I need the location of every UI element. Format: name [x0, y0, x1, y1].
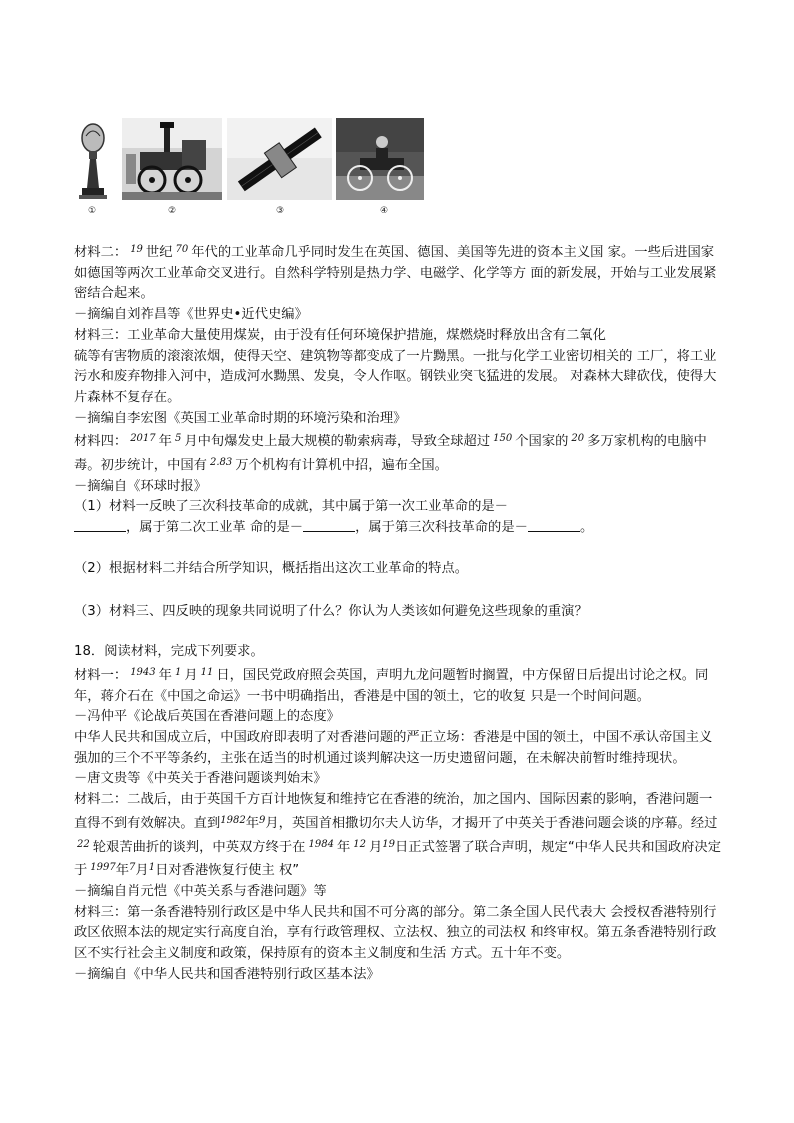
answer-blank-2[interactable] — [303, 519, 355, 532]
number: 1943 — [130, 666, 156, 678]
s17-material-3-line1: 材料三：工业革命大量使用煤炭，由于没有任何环境保护措施，煤燃烧时释放出含有二氧化 — [74, 327, 606, 343]
text: 年 — [158, 434, 172, 450]
text: 月 — [184, 667, 198, 683]
number: 70 — [175, 244, 189, 255]
satellite-image — [227, 118, 332, 200]
text: 年代的工业革命几乎同时发生在英国、德国、美国等先进的资本主义国 家。一些后进国家如德国等两次工业革命交叉进行。自然科学特别是热力学、电磁学、化学等方 面的新发展，开始与工业发展紧密结合起来。 — [74, 245, 717, 302]
text: 月 — [368, 839, 383, 855]
s18-material-1-source: －冯仲平《论战后英国在香港问题上的态度》 — [74, 709, 340, 725]
text: 日对香港恢复行使主 权” — [155, 863, 300, 879]
s17-question-3: （3）材料三、四反映的现象共同说明了什么？你认为人类该如何避免这些现象的重演？ — [74, 603, 588, 619]
text: 个国家的 — [515, 434, 569, 450]
text: 材料二： — [74, 245, 128, 260]
s17-material-4-source: －摘编自《环球时报》 — [74, 478, 207, 494]
s18-material-3: 材料三：第一条香港特别行政区是中华人民共和国不可分离的部分。第二条全国人民代表大 会授权香港特别行政区依照本法的规定实行高度自治，享有行政管理权、立法权、独立的司法权 和终审权。第五条香港特别行政区不实行社会主义制度和政策，保持原有的资本主义制度和生活 方式。五十年不变。 — [74, 904, 717, 962]
answer-blank-1[interactable] — [74, 519, 126, 532]
number: 1982 — [220, 814, 246, 826]
automobile-image — [336, 118, 424, 200]
text: 。 — [579, 520, 594, 536]
text: 月中旬爆发史上最大规模的勒索病毒，导致全球超过 — [184, 434, 491, 450]
light-bulb-image — [74, 118, 112, 200]
s18-material-1-para2-source: －唐文贵等《中英关于香港问题谈判始末》 — [74, 771, 327, 787]
number: 1984 — [308, 838, 334, 850]
text: 年 — [115, 863, 130, 879]
s17-material-3-source: －摘编自李宏图《英国工业革命时期的环境污染和治理》 — [74, 410, 407, 426]
text: 材料四： — [74, 434, 128, 450]
s18-material-2-source: －摘编自肖元恺《中英关系与香港问题》等 — [74, 883, 327, 899]
number: 12 — [353, 838, 366, 850]
number: 5 — [174, 433, 182, 445]
caption-3: ③ — [276, 206, 285, 216]
text: ，属于第二次工业革 命的是－ — [126, 520, 304, 536]
text: 世纪 — [145, 245, 173, 260]
s17-material-3-rest: 硫等有害物质的滚滚浓烟，使得天空、建筑物等都变成了一片黝黑。一批与化学工业密切相关的 工厂，将工业污水和废弃物排入河中，造成河水黝黑、发臭，令人作呕。钢铁业突飞猛进的发展。 对森林大肆砍伐，使得大片森林不复存在。 — [74, 348, 717, 405]
text: 万个机构有计算机中招，遍布全国。 — [235, 458, 448, 474]
number: 2017 — [130, 433, 156, 445]
s17-material-2-source: －摘编自刘祚昌等《世界史•近代史编》 — [74, 307, 308, 323]
locomotive-image — [122, 118, 222, 200]
text: （1）材料一反映了三次科技革命的成就，其中属于第一次工业革命的是－ — [74, 499, 508, 515]
s18-title: 18．阅读材料，完成下列要求。 — [74, 644, 264, 660]
caption-2: ② — [168, 206, 177, 216]
text: 年 — [336, 839, 351, 855]
s18-material-2 — [74, 790, 722, 882]
text: 年 — [158, 667, 172, 683]
document-body — [74, 240, 722, 986]
text: 日正式签署了联合声明，规定“中华人民共和国政府决定于 — [74, 839, 722, 879]
caption-1: ① — [88, 206, 97, 216]
s18-material-3-source: －摘编自《中华人民共和国香港特别行政区基本法》 — [74, 966, 380, 982]
text: 月 — [135, 863, 149, 879]
number: 1 — [174, 666, 182, 678]
number: 20 — [571, 433, 585, 445]
text: ，属于第三次科技革命的是－ — [355, 520, 528, 536]
s18-material-1-para2: 中华人民共和国成立后，中国政府即表明了对香港问题的严正立场：香港是中国的领土，中国不承认帝国主义强加的三个不平等条约，主张在适当的时机通过谈判解决这一历史遗留问题，在未解决前暂时维持现状。 — [74, 730, 713, 766]
text: 材料二：二战后，由于英国千方百计地恢复和维持它在香港的统治，加之国内、国际因素的影响，香港问题一直得不到有效解决。直到 — [74, 792, 713, 831]
text: 多万家机构的电脑中毒。初步统计，中国有 — [74, 434, 707, 474]
number: 9 — [259, 814, 266, 826]
s17-material-2 — [74, 240, 722, 305]
s18-material-1 — [74, 663, 722, 707]
text: 材料一： — [74, 667, 128, 683]
answer-blank-3[interactable] — [528, 519, 580, 532]
number: 1997 — [90, 862, 116, 874]
text: 年 — [245, 815, 260, 831]
figure-images — [74, 118, 434, 224]
s17-material-4 — [74, 429, 722, 476]
text: 月，英国首相撒切尔夫人访华，才揭开了中英关于香港问题会谈的序幕。经过 — [265, 815, 718, 831]
number: 2.83 — [209, 457, 233, 469]
number: 19 — [130, 244, 143, 255]
text: 日，国民党政府照会英国，声明九龙问题暂时搁置，中方保留日后提出讨论之权。同年，蒋介石在《中国之命运》一书中明确指出，香港是中国的领土，它的收复 只是一个时间问题。 — [74, 667, 709, 704]
number: 1 — [148, 862, 156, 874]
number: 7 — [129, 862, 136, 874]
number: 150 — [493, 433, 513, 445]
number: 19 — [382, 838, 395, 850]
text: 轮艰苦曲折的谈判，中英双方终于在 — [92, 839, 306, 855]
s17-question-1 — [74, 497, 722, 538]
number: 22 — [77, 838, 90, 850]
number: 11 — [200, 666, 214, 678]
caption-4: ④ — [380, 206, 389, 216]
s17-question-2: （2）根据材料二并结合所学知识，概括指出这次工业革命的特点。 — [74, 560, 469, 576]
